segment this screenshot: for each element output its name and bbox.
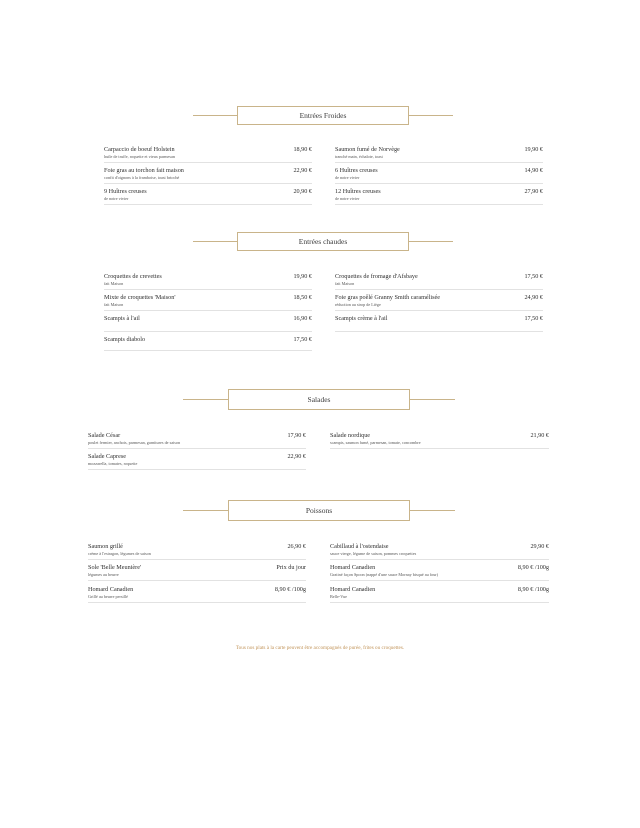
title-rule-left: [183, 399, 228, 400]
footer-note: Tous nos plats à la carte peuvent être accompagnés de purée, frites ou croquettes.: [235, 645, 405, 651]
item-name: Homard Canadien: [88, 586, 134, 593]
item-description: tranché main, échalote, toast: [335, 154, 383, 159]
menu-item: [104, 146, 312, 163]
item-price: 17,50 €: [524, 315, 543, 322]
item-description: mozzarella, tomates, roquette: [88, 461, 138, 466]
item-name: Foie gras poêlé Granny Smith caramélisée: [335, 294, 440, 301]
item-description: sauce vierge, légume de saison, pommes croquettes: [330, 551, 417, 556]
item-price: 18,90 €: [293, 146, 312, 153]
menu-item: [335, 167, 543, 184]
menu-item: [104, 167, 312, 184]
item-price: 21,90 €: [530, 432, 549, 439]
item-price: 19,90 €: [293, 273, 312, 280]
title-rule-right: [409, 241, 453, 242]
item-price: 26,90 €: [287, 543, 306, 550]
item-name: 6 Huîtres creuses: [335, 167, 378, 174]
menu-item: [335, 273, 543, 290]
item-price: 8,90 € /100g: [517, 586, 549, 593]
item-price: Prix du jour: [276, 564, 306, 571]
item-name: Foie gras au torchon fait maison: [104, 167, 184, 174]
item-price: 18,50 €: [293, 294, 312, 301]
item-description: fait Maison: [335, 281, 355, 286]
item-description: réduction au sirop de Liège: [335, 302, 381, 307]
item-name: Homard Canadien: [330, 564, 376, 571]
title-rule-right: [410, 510, 455, 511]
menu-item: [104, 294, 312, 311]
title-rule-left: [183, 510, 228, 511]
item-description: Gratiné façon Spoon (nappé d'une sauce Mornay bisqué au four): [330, 572, 439, 577]
item-price: 22,90 €: [293, 167, 312, 174]
title-rule-right: [409, 115, 453, 116]
item-description: de notre vivier: [104, 196, 129, 201]
item-name: Croquettes de fromage d'Afsbaye: [335, 273, 418, 280]
menu-item: [335, 315, 543, 332]
menu-item: [88, 564, 306, 581]
item-price: 14,90 €: [524, 167, 543, 174]
item-price: 8,90 € /100g: [274, 586, 306, 593]
item-price: 17,50 €: [524, 273, 543, 280]
item-price: 29,90 €: [530, 543, 549, 550]
menu-item: [104, 336, 312, 351]
menu-item: [104, 188, 312, 205]
item-name: Scampis à l'ail: [104, 315, 140, 322]
item-description: Grillé au beurre persillé: [88, 594, 128, 599]
item-name: Salade Caprese: [88, 453, 126, 460]
title-rule-left: [193, 241, 237, 242]
item-description: de notre vivier: [335, 196, 360, 201]
item-name: Scampis crème à l'ail: [335, 315, 388, 322]
menu-item: [335, 188, 543, 205]
menu-item: [88, 432, 306, 449]
item-price: 20,90 €: [293, 188, 312, 195]
menu-item: [104, 315, 312, 332]
item-description: légumes au beurre: [88, 572, 119, 577]
section-title-entrees-chaudes: Entrées chaudes: [237, 232, 409, 251]
item-name: Carpaccio de boeuf Holstein: [104, 146, 175, 153]
item-description: crème à l'estragon, légumes de saison: [88, 551, 151, 556]
item-price: 22,90 €: [287, 453, 306, 460]
menu-item: [335, 294, 543, 311]
item-description: de notre vivier: [335, 175, 360, 180]
item-price: 8,90 € /100g: [517, 564, 549, 571]
item-name: Salade César: [88, 432, 121, 439]
item-description: poulet fermier, anchois, parmesan, garnitures de saison: [88, 440, 181, 445]
item-description: confit d'oignons à la framboise, toast brioché: [104, 175, 180, 180]
item-name: Cabillaud à l'ostendaise: [330, 543, 389, 550]
item-name: Homard Canadien: [330, 586, 376, 593]
title-rule-left: [193, 115, 237, 116]
item-price: 27,90 €: [524, 188, 543, 195]
item-price: 16,90 €: [293, 315, 312, 322]
item-price: 19,90 €: [524, 146, 543, 153]
item-name: 9 Huîtres creuses: [104, 188, 147, 195]
menu-item: [88, 453, 306, 470]
item-description: fait Maison: [104, 281, 124, 286]
menu-item: [88, 543, 306, 560]
item-name: Salade nordique: [330, 432, 371, 439]
menu-item: [330, 432, 549, 449]
item-name: Scampis diabolo: [104, 336, 146, 343]
item-description: Belle-Vue: [330, 594, 347, 599]
section-title-salades: Salades: [228, 389, 410, 410]
item-description: fait Maison: [104, 302, 124, 307]
item-name: Saumon grillé: [88, 543, 123, 550]
item-name: Mixte de croquettes 'Maison': [104, 294, 176, 301]
item-price: 17,50 €: [293, 336, 312, 343]
item-name: 12 Huîtres creuses: [335, 188, 381, 195]
menu-item: [88, 586, 306, 603]
menu-item: [330, 543, 549, 560]
item-description: scampis, saumon fumé, parmesan, tomate, concombre: [330, 440, 421, 445]
menu-item: [104, 273, 312, 290]
item-description: huile de truffe, roquette et vieux parmesan: [104, 154, 175, 159]
item-price: 17,90 €: [287, 432, 306, 439]
title-rule-right: [410, 399, 455, 400]
item-name: Croquettes de crevettes: [104, 273, 162, 280]
item-price: 24,90 €: [524, 294, 543, 301]
menu-item: [335, 146, 543, 163]
menu-item: [330, 564, 549, 581]
section-title-entrees-froides: Entrées Froides: [237, 106, 409, 125]
menu-item: [330, 586, 549, 603]
section-title-poissons: Poissons: [228, 500, 410, 521]
item-name: Sole 'Belle Meunière': [88, 564, 142, 571]
item-name: Saumon fumé de Norvège: [335, 146, 400, 153]
